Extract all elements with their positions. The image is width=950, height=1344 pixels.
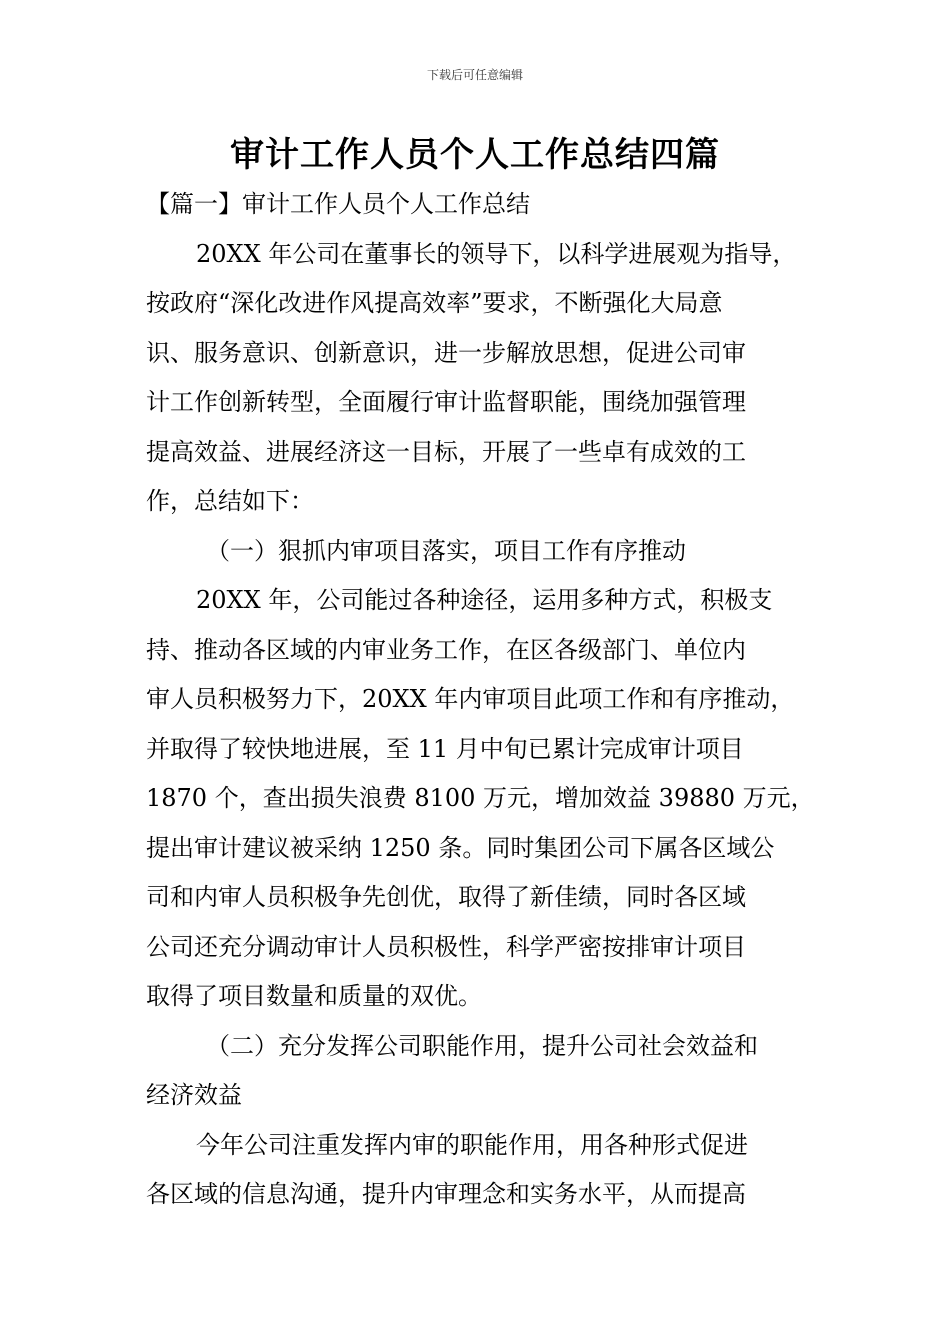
paragraph-line: 各区域的信息沟通，提升内审理念和实务水平，从而提高 (146, 1180, 746, 1208)
paragraph-line: 取得了项目数量和质量的双优。 (146, 982, 482, 1010)
paragraph-line: 1870 个，查出损失浪费 8100 万元，增加效益 39880 万元， (146, 784, 815, 812)
paragraph-line: 作，总结如下： (146, 487, 314, 515)
paragraph-line: 20XX 年公司在董事长的领导下，以科学进展观为指导， (196, 239, 797, 268)
paragraph-line: 识、服务意识、创新意识，进一步解放思想，促进公司审 (146, 338, 746, 367)
document-body (146, 180, 826, 1220)
paragraph-line: 20XX 年，公司能过各种途径，运用多种方式，积极支 (196, 586, 773, 614)
paragraph-line: 公司还充分调动审计人员积极性，科学严密按排审计项目 (146, 932, 746, 961)
paragraph-line: 持、推动各区域的内审业务工作，在区各级部门、单位内 (146, 635, 746, 664)
paragraph-line: 司和内审人员积极争先创优，取得了新佳绩，同时各区域 (146, 883, 746, 911)
paragraph-line: 按政府“深化改进作风提高效率”要求，不断强化大局意 (146, 289, 723, 317)
paragraph-line: 提高效益、进展经济这一目标，开展了一些卓有成效的工 (146, 437, 746, 466)
subsection-heading: （一）狠抓内审项目落实，项目工作有序推动 (206, 536, 686, 565)
subsection-heading: （二）充分发挥公司职能作用，提升公司社会效益和 (206, 1031, 758, 1060)
document-title: 审计工作人员个人工作总结四篇 (230, 135, 720, 175)
paragraph-line: 并取得了较快地进展，至 11 月中旬已累计完成审计项目 (146, 734, 744, 763)
subsection-heading-continued: 经济效益 (146, 1081, 242, 1109)
paragraph-line: 提出审计建议被采纳 1250 条。同时集团公司下属各区域公 (146, 833, 775, 862)
section-heading: 【篇一】审计工作人员个人工作总结 (146, 190, 530, 218)
header-note: 下载后可任意编辑 (426, 68, 523, 82)
paragraph-line: 审人员积极努力下，20XX 年内审项目此项工作和有序推动， (146, 685, 795, 713)
paragraph-line: 计工作创新转型，全面履行审计监督职能，围绕加强管理 (146, 388, 746, 416)
paragraph-line: 今年公司注重发挥内审的职能作用，用各种形式促进 (196, 1130, 748, 1159)
